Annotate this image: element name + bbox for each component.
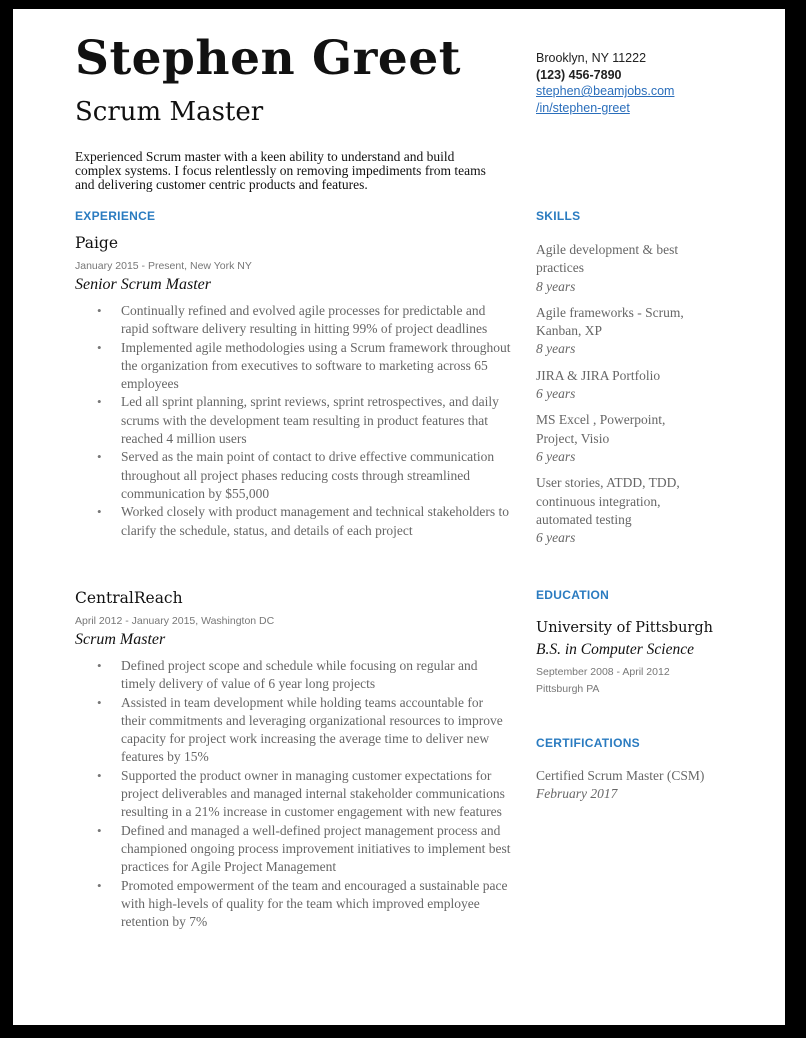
skill-years: 8 years <box>536 278 576 294</box>
skill-years: 6 years <box>536 386 576 402</box>
skill-name: Agile development & best practices <box>536 242 679 276</box>
bullet-icon: • <box>97 504 102 520</box>
skill-entry <box>536 474 706 547</box>
education-school: University of Pittsburgh <box>536 620 713 636</box>
skill-entry <box>536 304 706 359</box>
summary-paragraph: Experienced Scrum master with a keen ability to understand and build complex systems. I focus relentlessly on removing impediments from teams and delivering customer centric products and features. <box>75 149 486 192</box>
job-role: Scrum Master <box>75 631 166 648</box>
list-item <box>75 448 511 503</box>
bullet-icon: • <box>97 303 102 318</box>
list-item <box>75 877 511 932</box>
bullet-text: Worked closely with product management and technical stakeholders to clarify the schedule, status, and details of each project <box>121 504 510 538</box>
skill-entry <box>536 241 706 296</box>
bullet-icon: • <box>97 449 102 465</box>
resume-page <box>11 9 787 1025</box>
bullet-icon: • <box>97 339 102 355</box>
bullet-text: Continually refined and evolved agile processes for predictable and rapid software delivery resulting in hitting 99% of project deadlines <box>121 303 488 337</box>
bullet-text: Promoted empowerment of the team and encouraged a sustainable pace with high-levels of quality for the team which improved employee retention by 7% <box>121 877 508 930</box>
job-company: Paige <box>75 234 119 252</box>
bullet-text: Defined and managed a well-defined project management process and championed ongoing process improvement initiatives to implement best practices for Agile Project Management <box>121 822 511 875</box>
skill-name: MS Excel , Powerpoint, Project, Visio <box>536 412 666 446</box>
bullet-icon: • <box>97 877 102 893</box>
job-dates-location: April 2012 - January 2015, Washington DC <box>75 615 275 627</box>
skill-name: JIRA & JIRA Portfolio <box>536 367 661 383</box>
contact-block <box>536 50 674 116</box>
job-dates-location: January 2015 - Present, New York NY <box>75 260 252 272</box>
bullet-text: Led all sprint planning, sprint reviews, sprint retrospectives, and daily scrums with the development team resulting in product features that reached 4 million users <box>121 394 499 447</box>
education-location: Pittsburgh PA <box>536 683 600 695</box>
skill-years: 6 years <box>536 448 576 464</box>
skills-heading: SKILLS <box>536 209 581 223</box>
contact-linkedin-link[interactable]: /in/stephen-greet <box>536 100 630 115</box>
list-item <box>75 822 511 877</box>
education-details <box>536 664 670 698</box>
list-item <box>75 339 511 394</box>
job-company: CentralReach <box>75 589 183 607</box>
bullet-text: Implemented agile methodologies using a Scrum framework throughout the organization from executives to software to marketing across 65 employees <box>121 339 511 392</box>
skill-name: User stories, ATDD, TDD, continuous integration, automated testing <box>536 475 680 527</box>
candidate-title: Scrum Master <box>75 97 264 127</box>
skill-entry <box>536 367 706 404</box>
bullet-icon: • <box>97 658 102 673</box>
education-heading: EDUCATION <box>536 588 610 602</box>
skill-name: Agile frameworks - Scrum, Kanban, XP <box>536 304 684 339</box>
certification-entry <box>536 767 704 804</box>
bullet-text: Assisted in team development while holding teams accountable for their commitments and leveraging organizational resources to improve capacity for project work increasing the average time to deliver new features by 15% <box>121 694 503 765</box>
skill-years: 6 years <box>536 530 576 546</box>
bullet-icon: • <box>97 767 102 783</box>
job-bullet-list <box>75 657 511 931</box>
experience-heading: EXPERIENCE <box>75 209 156 223</box>
list-item <box>75 393 511 448</box>
bullet-icon: • <box>97 394 102 410</box>
bullet-icon: • <box>97 822 102 838</box>
bullet-text: Served as the main point of contact to drive effective communication throughout all project phases reducing costs through streamlined communication by $55,000 <box>121 449 495 501</box>
job-bullet-list <box>75 302 511 540</box>
list-item <box>75 767 511 822</box>
bullet-text: Defined project scope and schedule while focusing on regular and timely delivery of value of 6 year long projects <box>121 658 478 692</box>
list-item <box>75 694 511 767</box>
education-dates: September 2008 - April 2012 <box>536 666 670 678</box>
list-item <box>75 302 511 339</box>
certification-date: February 2017 <box>536 786 618 802</box>
job-role: Senior Scrum Master <box>75 276 211 293</box>
contact-phone: (123) 456-7890 <box>536 67 622 82</box>
list-item <box>75 503 511 540</box>
candidate-name: Stephen Greet <box>75 31 461 86</box>
certifications-heading: CERTIFICATIONS <box>536 736 640 750</box>
skill-entry <box>536 411 706 466</box>
certification-name: Certified Scrum Master (CSM) <box>536 768 705 783</box>
list-item <box>75 657 511 694</box>
contact-email-link[interactable]: stephen@beamjobs.com <box>536 84 675 98</box>
bullet-text: Supported the product owner in managing customer expectations for project deliverables and managed internal stakeholder communications resulting in a 21% increase in customer engagement with new features <box>121 767 505 820</box>
skills-list <box>536 241 706 547</box>
education-degree: B.S. in Computer Science <box>536 641 694 658</box>
skill-years: 8 years <box>536 341 576 357</box>
bullet-icon: • <box>97 694 102 710</box>
contact-location: Brooklyn, NY 11222 <box>536 51 647 65</box>
